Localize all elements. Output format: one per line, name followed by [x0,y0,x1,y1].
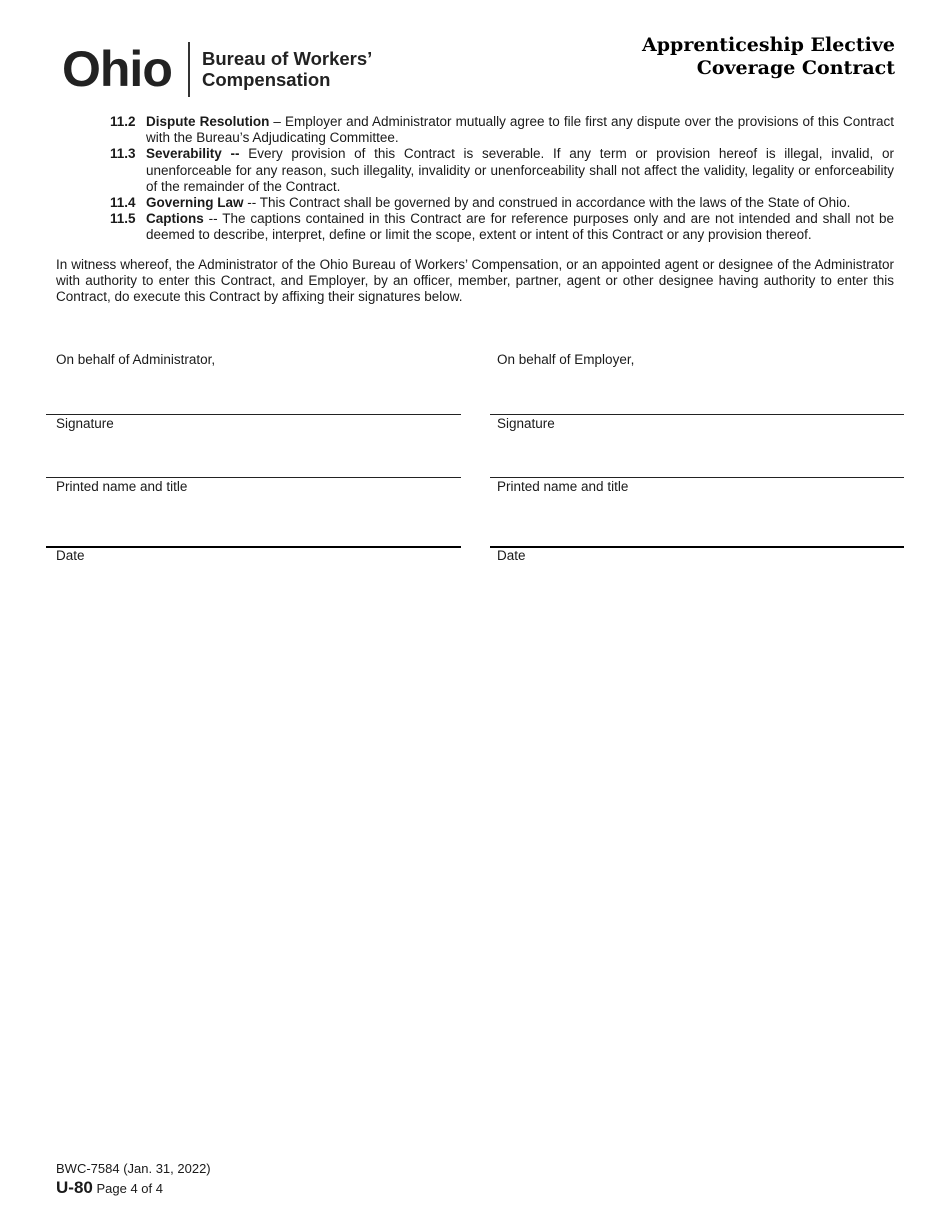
provision-11-4 [110,195,894,211]
employer-name-line[interactable] [490,477,904,478]
provisions-list [110,114,894,244]
provision-body [146,146,894,195]
employer-name-label: Printed name and title [497,479,629,494]
administrator-signature-line[interactable] [46,414,461,415]
provision-heading: Dispute Resolution [146,114,270,129]
provision-number: 11.2 [110,114,136,129]
provision-11-3 [110,146,894,195]
provision-number: 11.4 [110,195,136,211]
logo-divider [188,42,190,97]
administrator-name-line[interactable] [46,477,461,478]
provision-text: -- The captions contained in this Contract are for reference purposes only and are not intended and shall not be deemed to describe, interpret, define or limit the scope, extent or intent of this Contract or any provision thereof. [146,211,894,243]
form-number: BWC-7584 (Jan. 31, 2022) [56,1161,211,1176]
employer-date-label: Date [497,548,526,563]
provision-body [146,114,894,146]
page-footer [56,1178,163,1198]
provision-text: -- This Contract shall be governed by and construed in accordance with the laws of the State of Ohio. [243,195,851,211]
provision-number: 11.5 [110,211,136,227]
provision-heading: Severability -- [146,146,240,162]
witness-statement: In witness whereof, the Administrator of the Ohio Bureau of Workers’ Compensation, or an appointed agent or designee of the Administrator with authority to enter this Contract, and Employer, by an officer, member, partner, agent or other designee having authority to enter this Contract, do execute this Contract by affixing their signatures below. [56,257,894,305]
provision-11-2 [110,114,894,146]
provision-body [146,195,894,211]
provision-number: 11.3 [110,146,136,162]
administrator-name-label: Printed name and title [56,479,188,494]
administrator-date-line[interactable] [46,546,461,548]
bureau-name-line1: Bureau of Workers’ [202,48,373,69]
form-code: U-80 [56,1178,93,1197]
provision-11-5 [110,211,894,243]
administrator-heading: On behalf of Administrator, [56,352,216,367]
provision-body [146,211,894,243]
document-title-line2: Coverage Contract [696,57,895,79]
provision-text: – Employer and Administrator mutually agree to file first any dispute over the provisions of this Contract with the Bureau’s Adjudicating Committee. [146,114,894,146]
provision-heading: Captions [146,211,204,227]
document-title-line1: Apprenticeship Elective [642,34,895,56]
provision-text: Every provision of this Contract is severable. If any term or provision hereof is illegal, invalid, or unenforceable for any reason, such illegality, invalidity or unenforceability shall not affect the validity, legality or enforceability of the remainder of the Contract. [146,146,894,194]
employer-signature-line[interactable] [490,414,904,415]
administrator-date-label: Date [56,548,85,563]
bureau-name-line2: Compensation [202,69,331,90]
employer-signature-label: Signature [497,416,555,431]
bureau-name [202,48,372,90]
employer-date-line[interactable] [490,546,904,548]
document-title [642,34,895,80]
administrator-signature-label: Signature [56,416,114,431]
ohio-logo-wordmark: Ohio [62,41,172,97]
page-indicator: Page 4 of 4 [96,1181,163,1196]
employer-heading: On behalf of Employer, [497,352,635,367]
provision-heading: Governing Law [146,195,244,211]
